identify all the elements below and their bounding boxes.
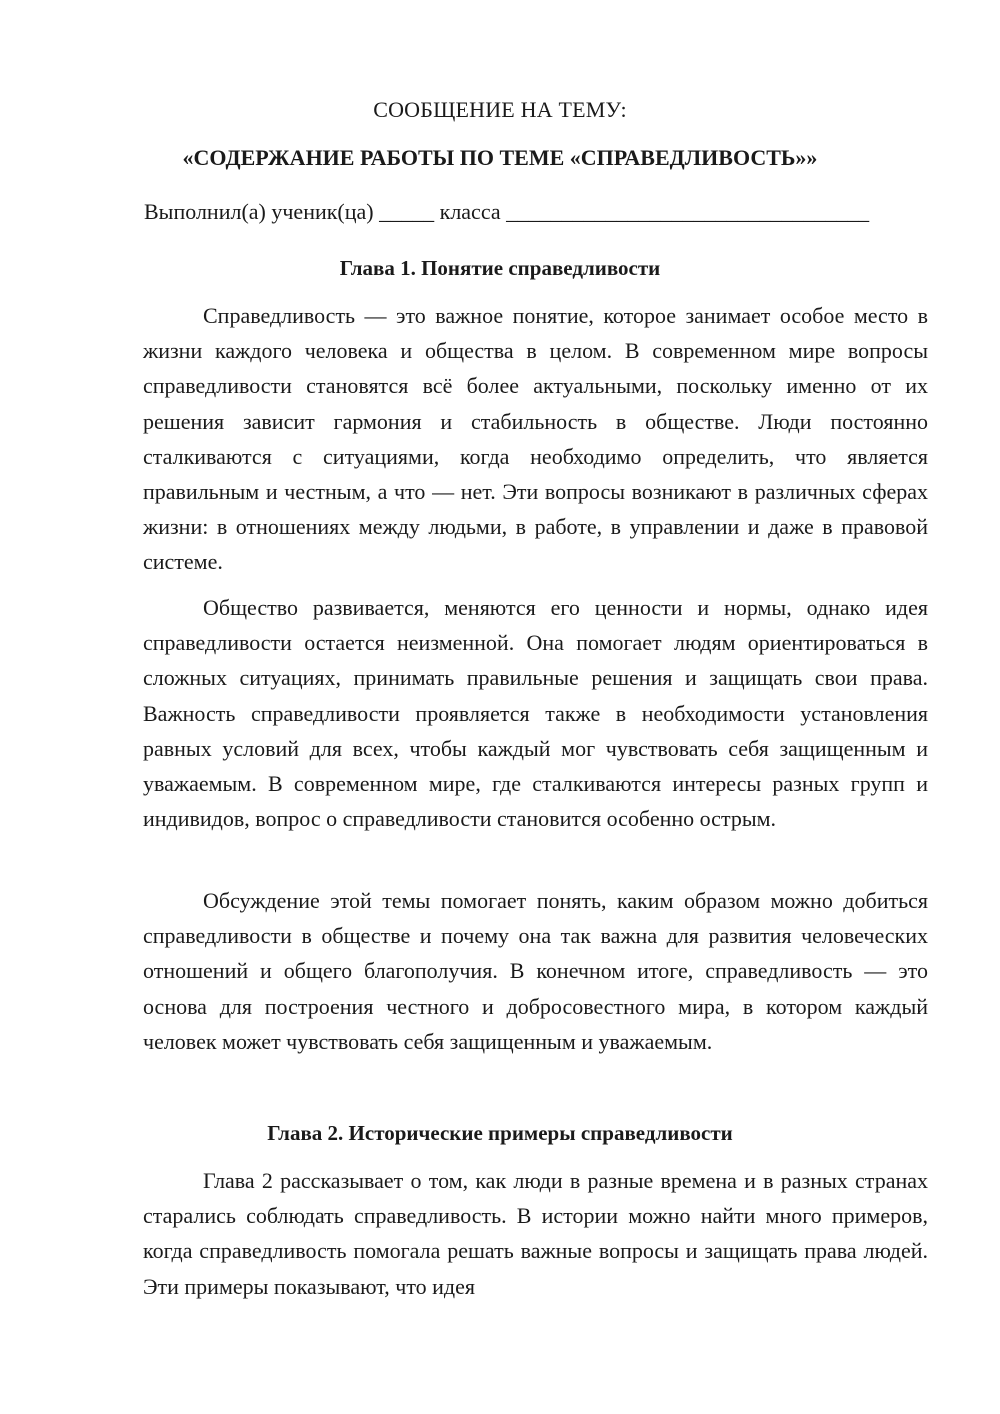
document-header-line1: СООБЩЕНИЕ НА ТЕМУ:: [373, 97, 627, 122]
chapter1-paragraph-3: Обсуждение этой темы помогает понять, каким образом можно добиться справедливости в обществе и почему она так важна для развития человеческих отношений и общего благополучия. В конечном итоге, справедливость — это основа для построения честного и добросовестного мира, в котором каждый человек может чувствовать себя защищенным и уважаемым.: [143, 888, 928, 1054]
document-title: «СОДЕРЖАНИЕ РАБОТЫ ПО ТЕМЕ «СПРАВЕДЛИВОСТЬ»»: [182, 145, 818, 170]
chapter1-paragraph-1: Справедливость — это важное понятие, которое занимает особое место в жизни каждого человека и общества в целом. В современном мире вопросы справедливости становятся всё более актуальными, поскольку именно от их решения зависит гармония и стабильность в обществе. Люди постоянно сталкиваются с ситуациями, когда необходимо определить, что является правильным и честным, а что — нет. Эти вопросы возникают в различных сферах жизни: в отношениях между людьми, в работе, в управлении и даже в правовой системе.: [143, 303, 928, 575]
grade-blank: _____: [379, 199, 435, 224]
signature-line: [144, 194, 934, 230]
class-label: класса: [439, 199, 501, 224]
name-blank: _________________________________: [506, 199, 870, 224]
chapter1-title: Глава 1. Понятие справедливости: [339, 256, 661, 280]
chapter1-paragraph-2: Общество развивается, меняются его ценности и нормы, однако идея справедливости остается неизменной. Она помогает людям ориентироваться в сложных ситуациях, принимать правильные решения и защищать свои права. Важность справедливости проявляется также в необходимости установления равных условий для всех, чтобы каждый мог чувствовать себя защищенным и уважаемым. В современном мире, где сталкиваются интересы разных групп и индивидов, вопрос о справедливости становится особенно острым.: [143, 595, 928, 832]
performed-by-label: Выполнил(а) ученик(ца): [144, 199, 374, 224]
chapter2-title: Глава 2. Исторические примеры справедливости: [267, 1121, 733, 1145]
chapter2-paragraph-1: Глава 2 рассказывает о том, как люди в разные времена и в разных странах старались соблюдать справедливость. В истории можно найти много примеров, когда справедливость помогала решать важные вопросы и защищать права людей. Эти примеры показывают, что идея: [143, 1168, 928, 1299]
